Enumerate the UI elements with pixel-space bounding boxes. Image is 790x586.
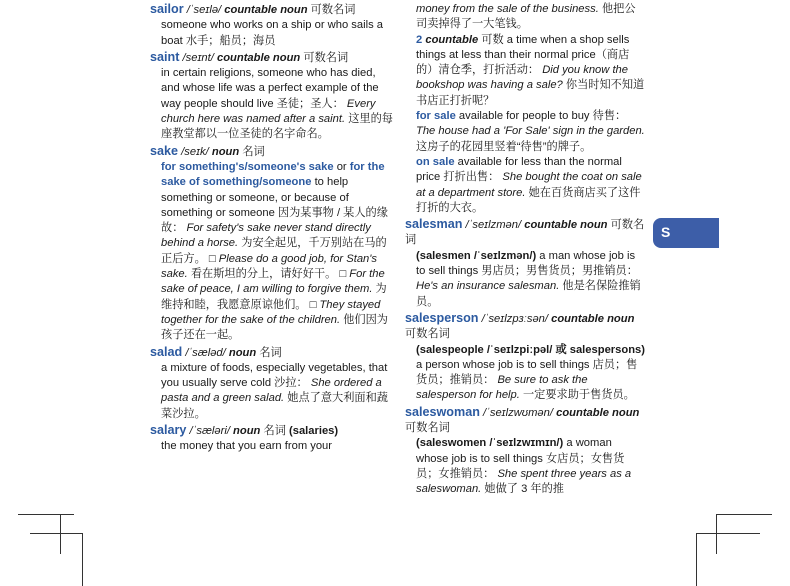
example-translation: 他们因为孩子还在一起。 [161, 313, 388, 342]
part-of-speech-cn: 可数名词 [310, 4, 356, 16]
bullet-icon: □ [208, 252, 216, 265]
example: Every church here was named after a saint. [161, 97, 376, 126]
definition: available for less than the normal price 打折出售： [416, 155, 622, 184]
headword: salary [150, 423, 187, 438]
sense-number: 2 [416, 33, 423, 46]
part-of-speech: countable noun [216, 51, 301, 64]
definition: a time when a shop sells things at less than their normal price（商店的）清仓季，打折活动： [416, 33, 630, 77]
example: Did you know the bookshop was having a sale? [416, 64, 629, 92]
phrase: on sale [416, 155, 455, 168]
example-translation: 他把公司卖掉得了一大笔钱。 [416, 3, 636, 31]
example-translation: 他是名保险推销员。 [416, 280, 641, 308]
example: money from the sale of the business. [416, 3, 599, 15]
example-translation: 这里的每座教堂都以一位圣徒的名字命名。 [161, 113, 393, 141]
right-column [405, 2, 645, 499]
headword: salesman [405, 217, 463, 232]
example: The house had a 'For Sale' sign in the garden. [416, 125, 645, 138]
example-translation: 你当时知不知道书店正打折呢？ [416, 79, 645, 107]
entry-salad [150, 345, 393, 422]
thumb-index-letter: S [661, 224, 671, 240]
headword: salesperson [405, 310, 479, 325]
part-of-speech: noun [233, 425, 261, 438]
pronunciation: /ˈseɪlzpɜːsən/ [481, 312, 549, 325]
example: He's an insurance salesman. [416, 280, 560, 293]
part-of-speech-cn: 名词 [263, 425, 286, 438]
definition: available for people to buy 待售： [458, 110, 627, 123]
left-column [150, 2, 393, 456]
example-translation: 看在斯坦的分上，请好好干。 [190, 268, 337, 281]
part-of-speech: noun [211, 145, 240, 158]
part-of-speech-cn: 可数名词 [405, 422, 450, 435]
part-of-speech-cn: 可数名词 [405, 328, 450, 341]
crop-mark [696, 533, 697, 586]
bullet-icon: □ [309, 298, 317, 311]
part-of-speech-cn: 可数 [481, 33, 504, 46]
part-of-speech: countable noun [524, 219, 608, 232]
part-of-speech-cn: 可数名词 [303, 51, 349, 64]
part-of-speech: noun [228, 346, 257, 359]
example: They stayed together for the sake of the children. [161, 298, 381, 326]
pronunciation: /ˈsæləri/ [189, 425, 230, 438]
example: She ordered a pasta and a green salad. [161, 377, 382, 405]
definition: someone who works on a ship or who sails a boat 水手；船员；海员 [161, 19, 383, 47]
plural-form: (salespeople /ˈseɪlzpiːpəl/ 或 salespersons) [416, 343, 645, 356]
example-translation: 她点了意大利面和蔬菜沙拉。 [161, 392, 388, 420]
definition: to help something or someone, or because of something or someone 因为某事物 / 某人的缘故： [161, 176, 388, 235]
definition: in certain religions, someone who has died, and whose life was a perfect example of the way people should live 圣徒；圣人： [161, 67, 379, 110]
entry-salesman [405, 217, 645, 310]
definition: a woman whose job is to sell things 女店员；女售货员；女推销员： [416, 437, 625, 480]
entry-sailor [150, 2, 393, 49]
entry-saint [150, 50, 393, 143]
phrase: for something's/someone's sake [161, 160, 334, 173]
crop-mark [696, 533, 760, 534]
part-of-speech: countable noun [551, 312, 635, 325]
headword: saleswoman [405, 404, 480, 419]
plural-form: (salaries) [289, 425, 339, 438]
entry-salary [150, 423, 393, 455]
example: For the sake of peace, I am willing to forgive them. [161, 268, 385, 296]
headword: saint [150, 49, 180, 64]
example: For safety's sake never stand directly behind a horse. [161, 222, 371, 250]
definition: a mixture of foods, especially vegetables, that you usually serve cold 沙拉： [161, 361, 388, 390]
entry-sake [150, 144, 393, 344]
example-translation: 为安全起见，千万别站在马的正后方。 [161, 237, 387, 265]
example-translation: 这房子的花园里竖着“待售”的牌子。 [416, 140, 592, 153]
part-of-speech-cn: 名词 [242, 145, 265, 158]
pronunciation: /ˈseɪlə/ [186, 4, 222, 16]
example: She bought the coat on sale at a department store. [416, 171, 642, 199]
crop-mark [30, 533, 82, 534]
phrase: for the sake of something/someone [161, 160, 385, 189]
example-translation: 她在百货商店买了这件打折的大衣。 [416, 186, 641, 214]
crop-mark [716, 514, 717, 554]
headword: sailor [150, 2, 184, 16]
headword: salad [150, 344, 183, 359]
part-of-speech: countable noun [224, 4, 308, 16]
definition: a person whose job is to sell things 店员；售货员；推销员： [416, 358, 638, 387]
pronunciation: /ˈseɪlzwʊmən/ [483, 406, 553, 419]
definition: the money that you earn from your [161, 440, 333, 453]
example-translation: 为维持和睦，我愿意原谅他们。 [161, 283, 387, 311]
crop-mark [716, 514, 772, 515]
entry-salesperson [405, 311, 645, 404]
example: She spent three years as a saleswoman. [416, 467, 632, 496]
entry-sale-continued [405, 2, 645, 216]
part-of-speech-cn: 可数名词 [405, 219, 645, 247]
example: Be sure to ask the salesperson for help. [416, 374, 588, 402]
crop-mark [18, 514, 74, 515]
headword: sake [150, 143, 179, 158]
pronunciation: /seɪk/ [181, 145, 209, 158]
plural-form: (saleswomen /ˈseɪlzwɪmɪn/) [416, 437, 564, 450]
part-of-speech-cn: 名词 [259, 346, 282, 359]
entry-saleswoman [405, 405, 645, 498]
crop-mark [60, 514, 61, 554]
example-translation: 她做了 3 年的推 [484, 483, 564, 496]
part-of-speech: countable [425, 33, 479, 46]
phrase: for sale [416, 110, 456, 123]
pronunciation: /seɪnt/ [182, 51, 214, 64]
example: Please do a good job, for Stan's sake. [161, 252, 377, 281]
bullet-icon: □ [339, 268, 347, 281]
definition: a man whose job is to sell things 男店员；男售货员；男推销员： [416, 249, 638, 278]
phrase-or: or [336, 160, 347, 173]
thumb-index-tab [653, 218, 719, 248]
pronunciation: /ˈsæləd/ [185, 346, 226, 359]
plural-form: (salesmen /ˈseɪlzmən/) [416, 249, 537, 262]
crop-mark [82, 533, 83, 586]
example-translation: 一定要求助于售货员。 [522, 389, 635, 402]
part-of-speech: countable noun [556, 406, 640, 419]
pronunciation: /ˈseɪlzmən/ [465, 219, 522, 232]
